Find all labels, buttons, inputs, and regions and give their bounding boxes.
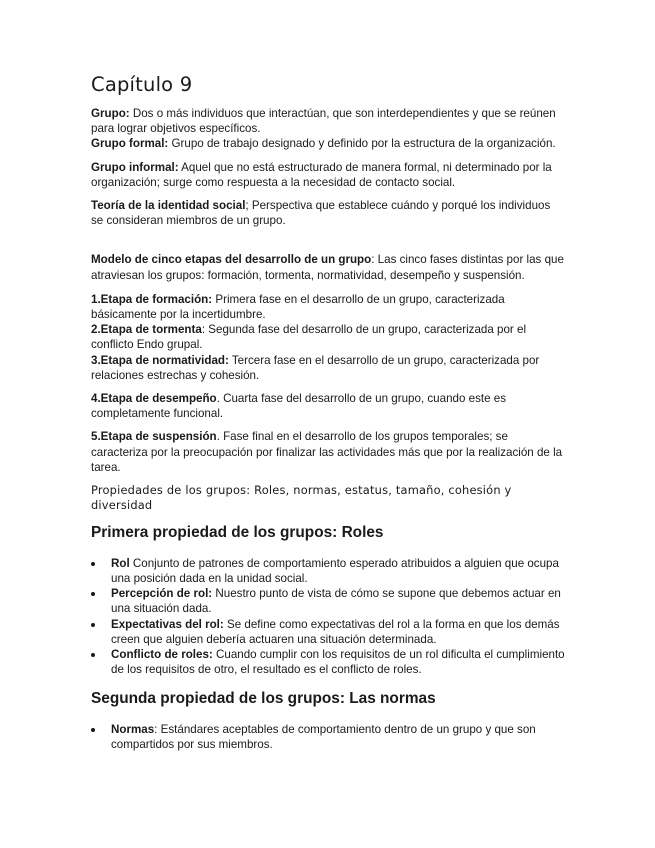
stage-term: 1.Etapa de formación: (91, 292, 213, 306)
list-term: Percepción de rol: (111, 587, 213, 601)
definition-grupo-informal (91, 160, 565, 190)
chapter-title: Capítulo 9 (91, 73, 193, 96)
list-item (91, 647, 565, 677)
definition-text: Grupo de trabajo designado y definido por la estructura de la organización. (168, 137, 556, 151)
list-term: Rol (111, 556, 130, 570)
list-text: Cuando cumplir con los requisitos de un rol dificulta el cumplimiento de los requisitos de otro, el resultado es el conflicto de roles. (111, 648, 565, 677)
bullet-icon (91, 562, 95, 566)
list-term: Conflicto de roles: (111, 648, 213, 662)
stage-formacion (91, 292, 565, 322)
stage-text: Primera fase en el desarrollo de un grupo, caracterizada básicamente por la incertidumbre. (91, 292, 505, 322)
definition-text: Dos o más individuos que interactúan, que son interdependientes y que se reúnen para lograr objetivos específicos. (91, 107, 556, 136)
stage-tormenta (91, 322, 565, 352)
section-heading-normas: Segunda propiedad de los grupos: Las normas (91, 689, 436, 707)
section-heading-roles: Primera propiedad de los grupos: Roles (91, 523, 384, 541)
stage-desempeno (91, 391, 565, 421)
bullet-icon (91, 623, 95, 627)
bullet-icon (91, 592, 95, 596)
stage-text: . Cuarta fase del desarrollo de un grupo, cuando este es completamente funcional. (91, 392, 507, 421)
definition-text: ; Perspectiva que establece cuándo y porqué los individuos se consideran miembros de un grupo. (91, 199, 551, 228)
model-definition (91, 252, 565, 282)
stage-term: 3.Etapa de normatividad: (91, 353, 229, 367)
list-item (91, 617, 565, 647)
stage-normatividad (91, 353, 565, 383)
bullet-icon (91, 653, 95, 657)
list-text: Se define como expectativas del rol a la forma en que los demás creen que alguien debería actuaren una situación determinada. (111, 617, 560, 646)
list-text: Conjunto de patrones de comportamiento esperado atribuidos a alguien que ocupa una posición dada en la unidad social. (111, 556, 559, 586)
definition-term: Teoría de la identidad social (91, 199, 246, 213)
properties-line: Propiedades de los grupos: Roles, normas, estatus, tamaño, cohesión y diversidad (91, 483, 512, 513)
roles-list (91, 556, 565, 678)
stage-term: 5.Etapa de suspensión (91, 430, 217, 444)
definition-term: Grupo: (91, 107, 130, 120)
stage-text: Tercera fase en el desarrollo de un grupo, caracterizada por relaciones estrechas y cohesión. (91, 353, 540, 382)
definition-term: Modelo de cinco etapas del desarrollo de un grupo (91, 253, 372, 267)
normas-list (91, 722, 565, 752)
list-item (91, 722, 565, 752)
definition-text: : Las cinco fases distintas por las que atraviesan los grupos: formación, tormenta, normatividad, desempeño y suspensión. (91, 253, 564, 282)
stage-term: 2.Etapa de tormenta (91, 323, 202, 337)
list-item (91, 556, 565, 586)
definition-term: Grupo informal: (91, 160, 179, 174)
stage-text: . Fase final en el desarrollo de los grupos temporales; se caracteriza por la preocupación por finalizar las actividades más que por la realización de la tarea. (91, 430, 563, 474)
list-text: Nuestro punto de vista de cómo se supone que debemos actuar en una situación dada. (111, 587, 561, 616)
stage-term: 4.Etapa de desempeño (91, 392, 217, 406)
stage-suspension (91, 429, 565, 475)
list-term: Normas (111, 722, 155, 736)
definition-grupo (91, 106, 565, 136)
list-term: Expectativas del rol: (111, 617, 224, 631)
list-text: : Estándares aceptables de comportamiento dentro de un grupo y que son compartidos por sus miembros. (111, 722, 536, 751)
definition-identidad-social (91, 198, 565, 228)
definition-text: Aquel que no está estructurado de manera formal, ni determinado por la organización; surge como respuesta a la necesidad de contacto social. (91, 160, 552, 189)
definition-term: Grupo formal: (91, 137, 169, 151)
stage-text: : Segunda fase del desarrollo de un grupo, caracterizada por el conflicto Endo grupal. (91, 323, 527, 352)
definition-grupo-formal (91, 136, 565, 151)
list-item (91, 586, 565, 616)
bullet-icon (91, 728, 95, 732)
